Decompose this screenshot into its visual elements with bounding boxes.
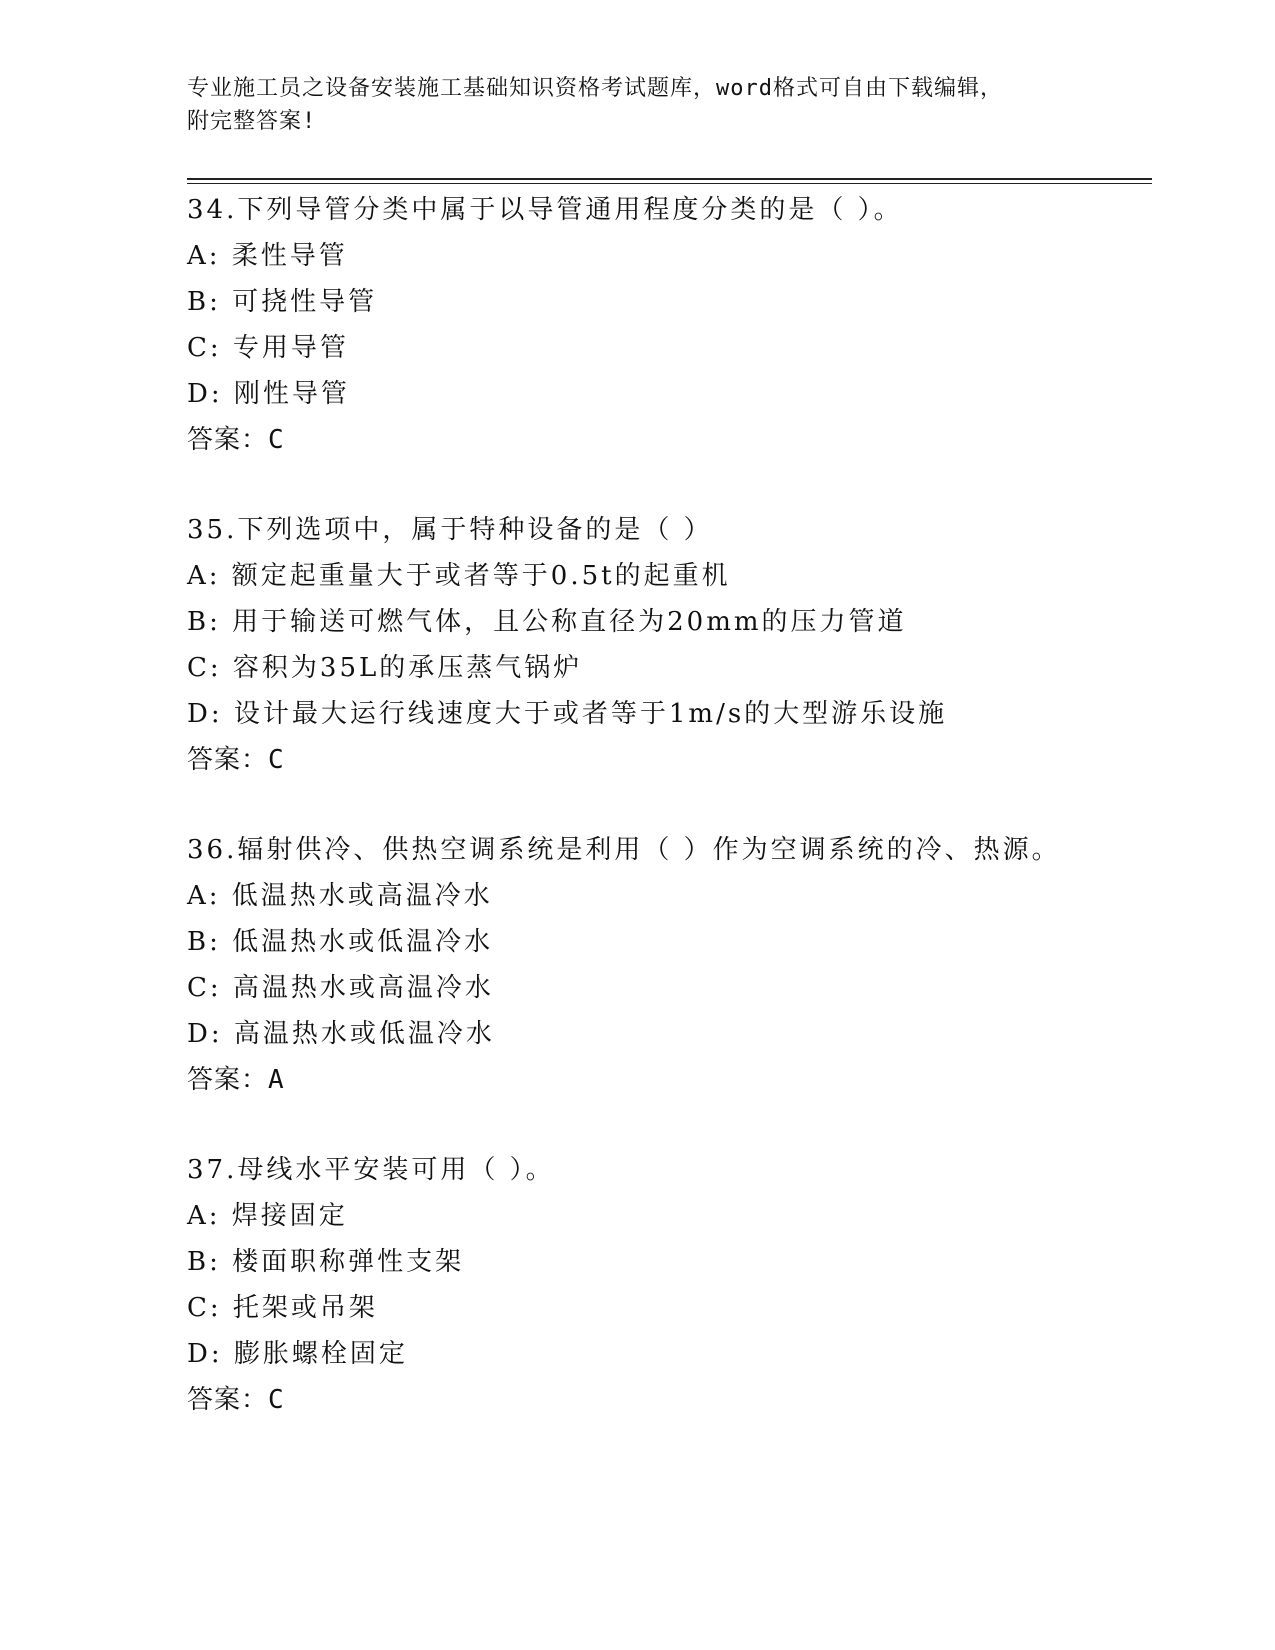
answer-line	[187, 1057, 1147, 1103]
option-b: B: 用于输送可燃气体，且公称直径为20mm的压力管道	[187, 607, 907, 637]
answer-value: C	[268, 745, 285, 775]
option-d: D: 刚性导管	[187, 379, 350, 409]
answer-value: C	[268, 1385, 285, 1415]
option-b: B: 可挠性导管	[187, 287, 378, 317]
answer-line	[187, 737, 1147, 783]
option-d: D: 高温热水或低温冷水	[187, 1019, 495, 1049]
option-d: D: 膨胀螺栓固定	[187, 1339, 408, 1369]
header-divider-thin	[187, 183, 1152, 184]
question-stem: 37.母线水平安装可用（ ）。	[187, 1155, 555, 1185]
answer-value: A	[268, 1065, 285, 1095]
option-b: B: 低温热水或低温冷水	[187, 927, 494, 957]
header-line-2: 附完整答案!	[187, 109, 317, 134]
option-c: C: 专用导管	[187, 333, 349, 363]
question-list	[187, 187, 1147, 1467]
document-header	[187, 72, 1147, 138]
option-b: B: 楼面职称弹性支架	[187, 1247, 465, 1277]
answer-value: C	[268, 425, 285, 455]
question-36	[187, 827, 1147, 1147]
option-a: A: 柔性导管	[187, 241, 348, 271]
answer-label: 答案：	[187, 425, 269, 455]
option-a: A: 低温热水或高温冷水	[187, 881, 493, 911]
question-stem: 36.辐射供冷、供热空调系统是利用（ ）作为空调系统的冷、热源。	[187, 835, 1061, 865]
question-37	[187, 1147, 1147, 1467]
option-a: A: 额定起重量大于或者等于0.5t的起重机	[187, 561, 731, 591]
answer-label: 答案：	[187, 1065, 269, 1095]
answer-line	[187, 1377, 1147, 1423]
header-line-1: 专业施工员之设备安装施工基础知识资格考试题库，word格式可自由下载编辑，	[187, 76, 1003, 101]
option-a: A: 焊接固定	[187, 1201, 348, 1231]
header-divider-thick	[187, 178, 1152, 180]
option-d: D: 设计最大运行线速度大于或者等于1m/s的大型游乐设施	[187, 699, 948, 729]
question-35	[187, 507, 1147, 827]
answer-label: 答案：	[187, 1385, 269, 1415]
option-c: C: 高温热水或高温冷水	[187, 973, 494, 1003]
answer-line	[187, 417, 1147, 463]
question-stem: 35.下列选项中，属于特种设备的是（ ）	[187, 515, 713, 545]
option-c: C: 托架或吊架	[187, 1293, 378, 1323]
question-34	[187, 187, 1147, 507]
question-stem: 34.下列导管分类中属于以导管通用程度分类的是（ ）。	[187, 195, 903, 225]
option-c: C: 容积为35L的承压蒸气锅炉	[187, 653, 583, 683]
answer-label: 答案：	[187, 745, 269, 775]
